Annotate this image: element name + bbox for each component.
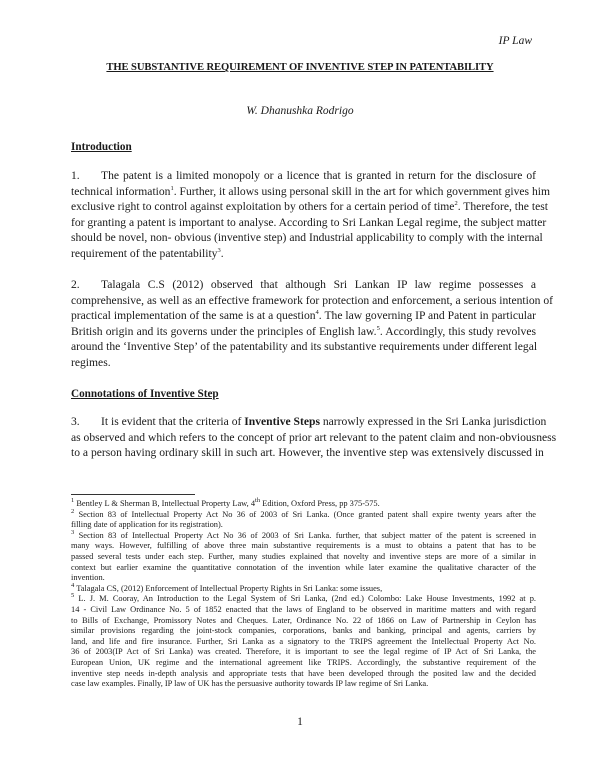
paragraph-text: technical information <box>71 184 171 198</box>
bold-term: Inventive Steps <box>244 415 320 428</box>
footnote-marker: 3 <box>71 528 75 536</box>
paragraph-line: to a person having ordinary skill in such art. However, the inventive step was extensively discussed in <box>71 446 544 460</box>
footnote-separator <box>71 494 195 495</box>
footnote-text: Section 83 of Intellectual Property Act No 36 of 2003 of Sri Lanka. further, that subject matter of the patent is screened in <box>78 530 537 540</box>
paragraph-text: Talagala C.S (2012) observed that although Sri Lankan IP law regime possesses a <box>101 278 536 291</box>
footnote-line: inventive step needs in-depth analysis and appropriate tests that have been developed through the posited law and the decided <box>71 668 536 678</box>
document-title: THE SUBSTANTIVE REQUIREMENT OF INVENTIVE STEP IN PATENTABILITY <box>106 62 494 73</box>
section-heading-introduction: Introduction <box>71 141 132 153</box>
footnote-marker: 5 <box>71 592 75 600</box>
paragraph-line: for granting a patent is important to analyse. According to Sri Lankan Legal regime, the subject matter <box>71 215 547 229</box>
footnote-3 <box>71 528 537 584</box>
footnote-line: invention. <box>71 573 105 583</box>
footnote-1 <box>71 499 536 510</box>
ordinal-suffix: th <box>255 497 261 505</box>
footnote-line: case law examples. Finally, IP law of UK has the persuasive authority towards IP law regime of Sri Lanka. <box>71 679 429 689</box>
footnote-line <box>71 594 536 605</box>
paragraph-number: 3. <box>71 415 80 428</box>
paragraph-line <box>71 277 536 293</box>
footnote-ref[interactable]: 5 <box>376 324 380 332</box>
footnote-line: context but earlier examine the quantitative connotation of the invention while later examine the qualitative character of the <box>71 562 536 572</box>
footnote-text: Edition, Oxford Press, pp 375-575. <box>260 499 380 508</box>
footnote-ref[interactable]: 4 <box>315 309 319 317</box>
paragraph-line: around the ‘Inventive Step’ of the patentability and its substantive requirements under different legal <box>71 340 538 354</box>
footnote-5 <box>71 594 536 689</box>
paragraph-1 <box>71 168 551 262</box>
footnote-line: 14 - Civil Law Ordinance No. 5 of 1852 enacted that the laws of England to be observed in maritime matters and with regard <box>71 604 536 614</box>
paragraph-text: . Accordingly, this study revolves <box>379 324 536 338</box>
paragraph-line: comprehensive, as well as an effective framework for protection and enforcement, a serious intention of <box>71 293 554 307</box>
footnote-line: 36 of 2003(IP Act of Sri Lanka) was created. Therefore, it is important to see the legal regime of IP Act of Sri Lanka, the <box>71 647 536 657</box>
paragraph-line <box>71 246 536 262</box>
paragraph-line: should be novel, non- obvious (inventive step) and Industrial applicability to comply with the internal <box>71 231 543 245</box>
paragraph-text: It is evident that the criteria of <box>101 415 245 428</box>
footnote-text: Section 83 of Intellectual Property Act No 36 of 2003 of Sri Lanka. (Once granted patent shall expire twenty years after the <box>78 509 537 519</box>
paragraph-text: practical implementation of the same is at a question <box>71 309 316 323</box>
paragraph-text: . <box>220 246 224 260</box>
footnote-text: Talagala CS, (2012) Enforcement of Intellectual Property Rights in Sri Lanka: some issues, <box>76 583 383 593</box>
running-header: IP Law <box>498 35 532 47</box>
footnote-line: to Bills of Exchange, Promissory Notes and Cheques. Later, Ordinance No. 22 of 1866 on Law of Partnership in Ceylon has <box>71 615 536 625</box>
footnote-line: similar provisions regarding the joint-stock companies, corporations, banks and banking, principal and agents, carriers by <box>71 626 536 636</box>
footnote-line: land, and life and fire insurance. Further, Sri Lanka as a signatory to the TRIPS agreement the Intellectual Property Act No. <box>71 636 536 646</box>
footnote-line: European Union, UK regime and the international agreement like TRIPS. Accordingly, the substantive requirement of the <box>71 657 536 667</box>
paragraph-number: 2. <box>71 278 80 291</box>
paragraph-line <box>71 324 536 340</box>
paragraph-line <box>71 414 547 430</box>
footnote-line <box>71 581 536 595</box>
paragraph-line: regimes. <box>71 355 111 369</box>
paragraph-line <box>71 168 536 184</box>
footnote-line <box>71 507 537 521</box>
paragraph-line <box>71 308 536 324</box>
footnote-marker: 4 <box>71 581 75 589</box>
footnote-ref[interactable]: 2 <box>454 200 458 208</box>
footnote-line: passed several tests under each step. Further, many studies explained that novelty and inventive steps are more of a similar in <box>71 551 536 561</box>
footnote-line <box>71 528 537 542</box>
author-name: W. Dhanushka Rodrigo <box>246 105 354 117</box>
footnote-line: filling date of application for its registration). <box>71 520 223 530</box>
footnote-text: Bentley L & Sherman B, Intellectual Property Law, 4 <box>76 499 256 508</box>
footnote-text: L. J. M. Cooray, An Introduction to the Legal System of Sri Lanka, (2nd ed.) Colombo: Lake House Investments, 1992 at p. <box>78 594 536 604</box>
paragraph-text: narrowly expressed in the Sri Lanka jurisdiction <box>319 415 547 428</box>
footnote-marker: 1 <box>71 497 75 505</box>
paragraph-2 <box>71 277 554 371</box>
paragraph-text: British origin and its governs under the principles of English law. <box>71 324 377 338</box>
footnotes <box>71 499 536 690</box>
footnote-ref[interactable]: 3 <box>217 247 221 255</box>
footnote-line <box>71 499 536 510</box>
paragraph-number: 1. <box>71 169 80 182</box>
paragraph-line <box>71 184 551 200</box>
footnote-4 <box>71 581 536 595</box>
paragraph-text: . The law governing IP and Patent in particular <box>318 309 536 323</box>
paragraph-text: . Therefore, the test <box>457 200 548 214</box>
footnote-ref[interactable]: 1 <box>170 184 174 192</box>
paragraph-line: as observed and which refers to the concept of prior art relevant to the patent claim and non-obviousness <box>71 430 557 444</box>
footnote-line: many ways. However, fulfilling of above three main substantive requirements is a must to obtains a patent that has to be <box>71 541 536 551</box>
footnote-marker: 2 <box>71 507 75 515</box>
section-heading-connotations: Connotations of Inventive Step <box>71 388 219 400</box>
page-number: 1 <box>297 716 303 728</box>
paragraph-text: exclusive right to control against exploitation by others for a certain period of time <box>71 200 455 214</box>
paragraph-text: . Further, it allows using personal skill in the art for which government gives him <box>173 184 551 198</box>
paragraph-line <box>71 199 548 215</box>
paragraph-text: The patent is a limited monopoly or a licence that is granted in return for the disclosure of <box>101 169 536 182</box>
footnote-2 <box>71 507 537 531</box>
paragraph-text: requirement of the patentability <box>71 246 218 260</box>
paragraph-3 <box>71 414 557 461</box>
